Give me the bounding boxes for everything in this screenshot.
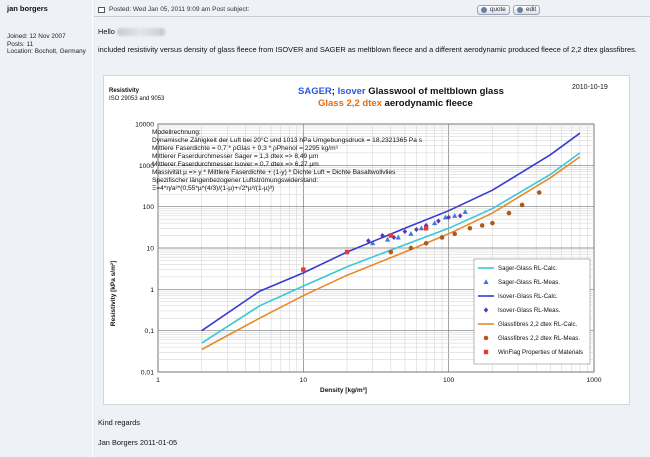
quote-icon bbox=[481, 7, 487, 13]
resistivity-chart-figure bbox=[103, 75, 630, 405]
post-info: Posted: Wed Jan 05, 2011 9:09 am Post subject: bbox=[109, 6, 250, 13]
post-greeting bbox=[98, 27, 165, 36]
author-profile bbox=[0, 0, 93, 457]
edit-label: edit bbox=[526, 6, 537, 13]
legend-label-winflag-properties-of-materials: WinFlag Properties of Materials bbox=[498, 349, 584, 357]
chart-legend bbox=[474, 259, 590, 364]
data-point-winflag-properties-of-materials bbox=[424, 226, 428, 230]
note-line: Massivität µ => y * Mittlere Faserdichte + (1-y) * Dichte Luft = Dichte Basaltwollvlies bbox=[152, 169, 396, 176]
author-name[interactable]: jan borgers bbox=[7, 4, 48, 13]
x-tick-label: 100 bbox=[442, 377, 455, 384]
chart-header-label: Resistivity bbox=[109, 88, 140, 94]
note-line: Spezifischer längenbezogener Luftströmungswiderstand: bbox=[152, 177, 319, 184]
y-axis-label: Resistivity [kPa s/m²] bbox=[110, 260, 118, 327]
x-tick-label: 1000 bbox=[586, 377, 602, 384]
data-point-glassfibres-2-2-dtex-rl-meas bbox=[424, 241, 429, 246]
model-notes bbox=[152, 129, 422, 193]
legend-label-glassfibres-2-2-dtex-rl-meas: Glassfibres 2,2 dtex RL-Meas. bbox=[498, 335, 580, 343]
note-line: Modellrechnung: bbox=[152, 129, 201, 136]
post-header bbox=[94, 2, 650, 17]
legend-swatch-winflag-properties-of-materials bbox=[484, 350, 488, 354]
post-count: Posts: 11 bbox=[7, 41, 34, 48]
data-point-winflag-properties-of-materials bbox=[301, 267, 305, 271]
data-point-glassfibres-2-2-dtex-rl-meas bbox=[440, 235, 445, 240]
y-tick-label: 10 bbox=[146, 245, 154, 253]
greeting-text: Hello bbox=[98, 27, 115, 36]
data-point-glassfibres-2-2-dtex-rl-meas bbox=[537, 190, 542, 195]
signature-text: Jan Borgers 2011-01-05 bbox=[98, 438, 178, 447]
note-line: Dynamische Zähigkeit der Luft bei 20°C und 1013 hPa Umgebungsdruck = 18,2321365 Pa s bbox=[152, 137, 423, 144]
chart-date: 2010-10-19 bbox=[572, 84, 608, 91]
chart-title-rest: Glasswool of meltblown glass bbox=[365, 86, 504, 97]
edit-icon bbox=[517, 7, 523, 13]
chart-title-isover: Isover bbox=[337, 86, 366, 97]
note-line: Ξ=4*η/a²*(0,55*µ^(4/3)/(1-µ)+√2*µ²/(1-µ)³) bbox=[152, 185, 275, 192]
chart-subtitle-glass: Glass 2,2 dtex bbox=[318, 98, 382, 109]
legend-label-isover-glass-rl-meas: Isover-Glass RL-Meas. bbox=[498, 307, 561, 315]
data-point-glassfibres-2-2-dtex-rl-meas bbox=[507, 211, 512, 216]
quote-label: quote bbox=[490, 6, 506, 13]
closing-text: Kind regards bbox=[98, 418, 140, 427]
y-tick-label: 100 bbox=[142, 204, 154, 212]
legend-label-glassfibres-2-2-dtex-rl-calc: Glassfibres 2,2 dtex RL-Calc. bbox=[498, 321, 578, 329]
post-icon bbox=[98, 7, 105, 13]
chart-svg bbox=[104, 76, 631, 406]
legend-label-sager-glass-rl-meas: Sager-Glass RL-Meas. bbox=[498, 279, 560, 287]
data-point-winflag-properties-of-materials bbox=[389, 233, 393, 237]
data-point-glassfibres-2-2-dtex-rl-meas bbox=[452, 232, 457, 237]
note-line: Mittlere Faserdichte = 0,7 * ρGlas + 0,3 * ρPhenol = 2295 kg/m³ bbox=[152, 145, 338, 152]
data-point-glassfibres-2-2-dtex-rl-meas bbox=[389, 250, 394, 255]
data-point-winflag-properties-of-materials bbox=[345, 250, 349, 254]
data-point-glassfibres-2-2-dtex-rl-meas bbox=[520, 203, 525, 208]
x-axis-label: Density [kg/m³] bbox=[320, 387, 367, 394]
x-tick-label: 1 bbox=[156, 377, 160, 384]
note-line: Mittlerer Faserdurchmesser Isover = 0,7 dtex => 6,27 µm bbox=[152, 161, 319, 168]
y-tick-label: 1 bbox=[150, 286, 154, 294]
blurred-name bbox=[117, 28, 165, 36]
joined-date: Joined: 12 Nov 2007 bbox=[7, 33, 66, 40]
legend-label-isover-glass-rl-calc: Isover-Glass RL-Calc. bbox=[498, 293, 558, 301]
post-body: included resistivity versus density of glass fleece from ISOVER and SAGER as meltblown fleece and a different aerodynamic produced fleece of 2,2 dtex glassfibres. bbox=[98, 45, 637, 54]
y-tick-label: 0,1 bbox=[144, 328, 154, 336]
chart-title-sep: ; bbox=[331, 86, 338, 97]
data-point-glassfibres-2-2-dtex-rl-meas bbox=[468, 226, 473, 231]
edit-button[interactable] bbox=[513, 5, 540, 15]
data-point-glassfibres-2-2-dtex-rl-meas bbox=[490, 221, 495, 226]
data-point-glassfibres-2-2-dtex-rl-meas bbox=[409, 246, 414, 251]
data-point-glassfibres-2-2-dtex-rl-meas bbox=[480, 223, 485, 228]
y-tick-label: 10000 bbox=[135, 121, 154, 129]
author-location: Location: Bocholt, Germany bbox=[7, 48, 86, 55]
legend-swatch-glassfibres-2-2-dtex-rl-meas bbox=[484, 336, 489, 341]
legend-label-sager-glass-rl-calc: Sager-Glass RL-Calc. bbox=[498, 265, 558, 273]
y-tick-label: 0,01 bbox=[140, 369, 154, 377]
chart-subtitle-rest: aerodynamic fleece bbox=[381, 98, 473, 109]
post-content bbox=[94, 0, 650, 457]
x-tick-label: 10 bbox=[299, 377, 308, 384]
quote-button[interactable] bbox=[477, 5, 510, 15]
chart-header-standard: ISO 29053 and 9053 bbox=[109, 96, 165, 102]
y-tick-label: 1000 bbox=[138, 162, 154, 170]
chart-title-sager: SAGER bbox=[298, 86, 332, 97]
note-line: Mittlerer Faserdurchmesser Sager = 1,3 dtex => 8,49 µm bbox=[152, 153, 319, 160]
